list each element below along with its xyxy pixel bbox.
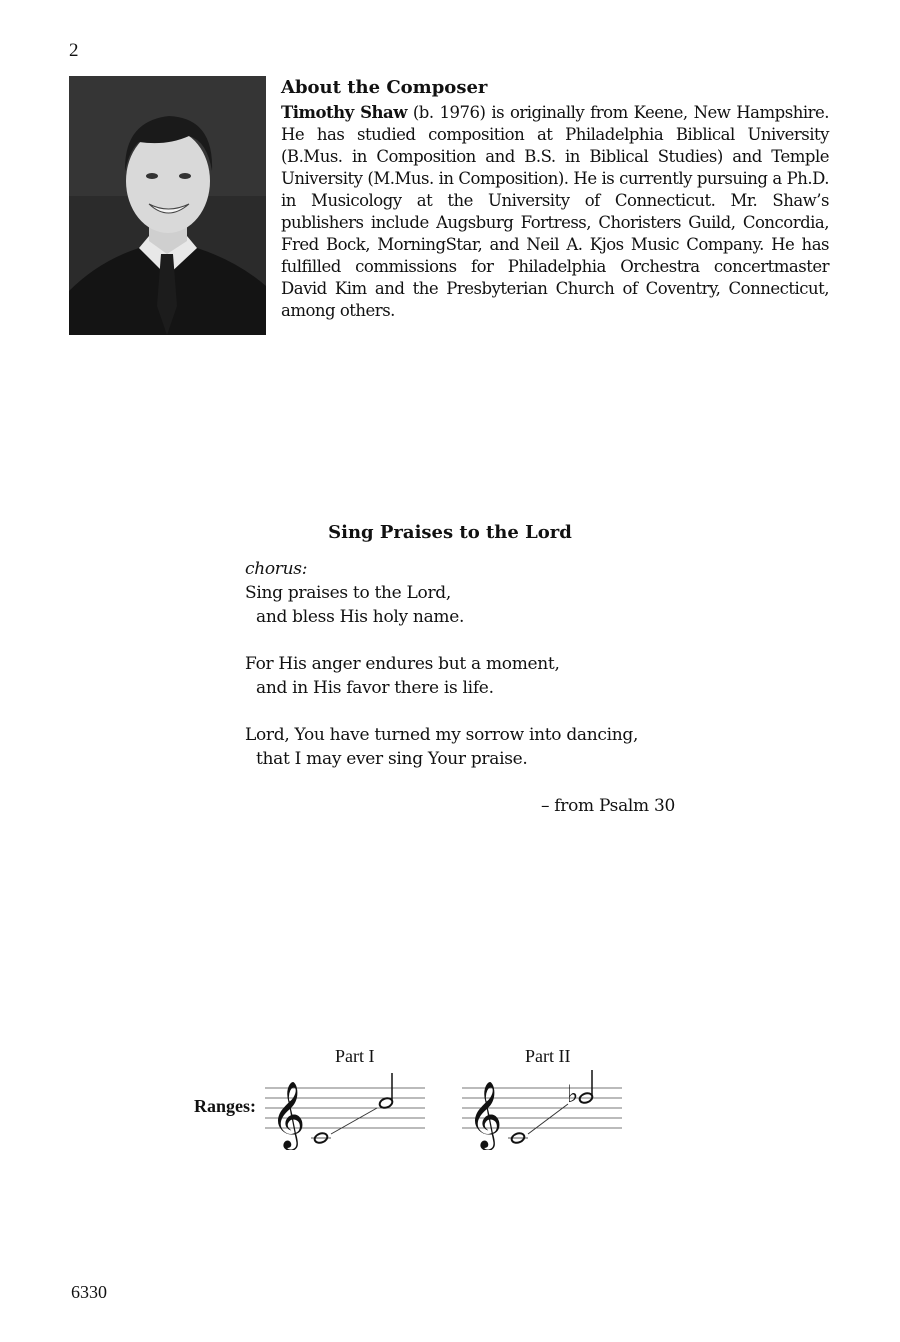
- poem-text: [245, 557, 675, 818]
- stanza-line: and in His favor there is life.: [256, 678, 494, 698]
- part-1-range-staff: [265, 1070, 430, 1150]
- vocal-ranges: [190, 1040, 650, 1150]
- flat-icon: ♭: [567, 1080, 579, 1108]
- stanza-line: that I may ever sing Your praise.: [256, 749, 528, 769]
- stanza-line: and bless His holy name.: [256, 607, 465, 627]
- text-title: Sing Praises to the Lord: [328, 522, 572, 543]
- bio-paragraph: [281, 102, 829, 322]
- part-2-label: Part II: [525, 1046, 571, 1066]
- stanza: [245, 723, 675, 771]
- composer-portrait-icon: [69, 76, 266, 335]
- treble-clef-icon: 𝄞: [468, 1080, 503, 1148]
- treble-clef-icon: 𝄞: [271, 1080, 306, 1148]
- about-composer-section: [281, 76, 829, 322]
- stanza-line: Lord, You have turned my sorrow into dancing,: [245, 725, 639, 745]
- composer-photo: [69, 76, 266, 335]
- bio-text: (b. 1976) is originally from Keene, New Hampshire. He has studied composition at Philadelphia Biblical University (B.Mus. in Composition and B.S. in Biblical Studies) and Temple University (M.Mus. in Composition). He is currently pursuing a Ph.D. in Musicology at the University of Connecticut. Mr. Shaw’s publishers include Augsburg Fortress, Choristers Guild, Concordia, Fred Bock, MorningStar, and Neil A. Kjos Music Company. He has fulfilled commissions for Philadelphia Orchestra concertmaster David Kim and the Presbyterian Church of Coventry, Connecticut, among others.: [281, 103, 829, 320]
- text-source: – from Psalm 30: [540, 796, 675, 816]
- page-number: 2: [69, 40, 79, 61]
- chorus-label: chorus:: [245, 559, 308, 579]
- stanza: [245, 652, 675, 700]
- part-2-range-staff: [462, 1070, 627, 1150]
- about-heading: About the Composer: [281, 77, 488, 98]
- catalog-number: 6330: [71, 1282, 107, 1302]
- stanza-line: For His anger endures but a moment,: [245, 654, 560, 674]
- ranges-label: Ranges:: [194, 1096, 256, 1116]
- stanza-line: Sing praises to the Lord,: [245, 583, 451, 603]
- stanza: [245, 581, 675, 629]
- part-1-label: Part I: [335, 1046, 375, 1066]
- composer-name: Timothy Shaw: [281, 103, 407, 122]
